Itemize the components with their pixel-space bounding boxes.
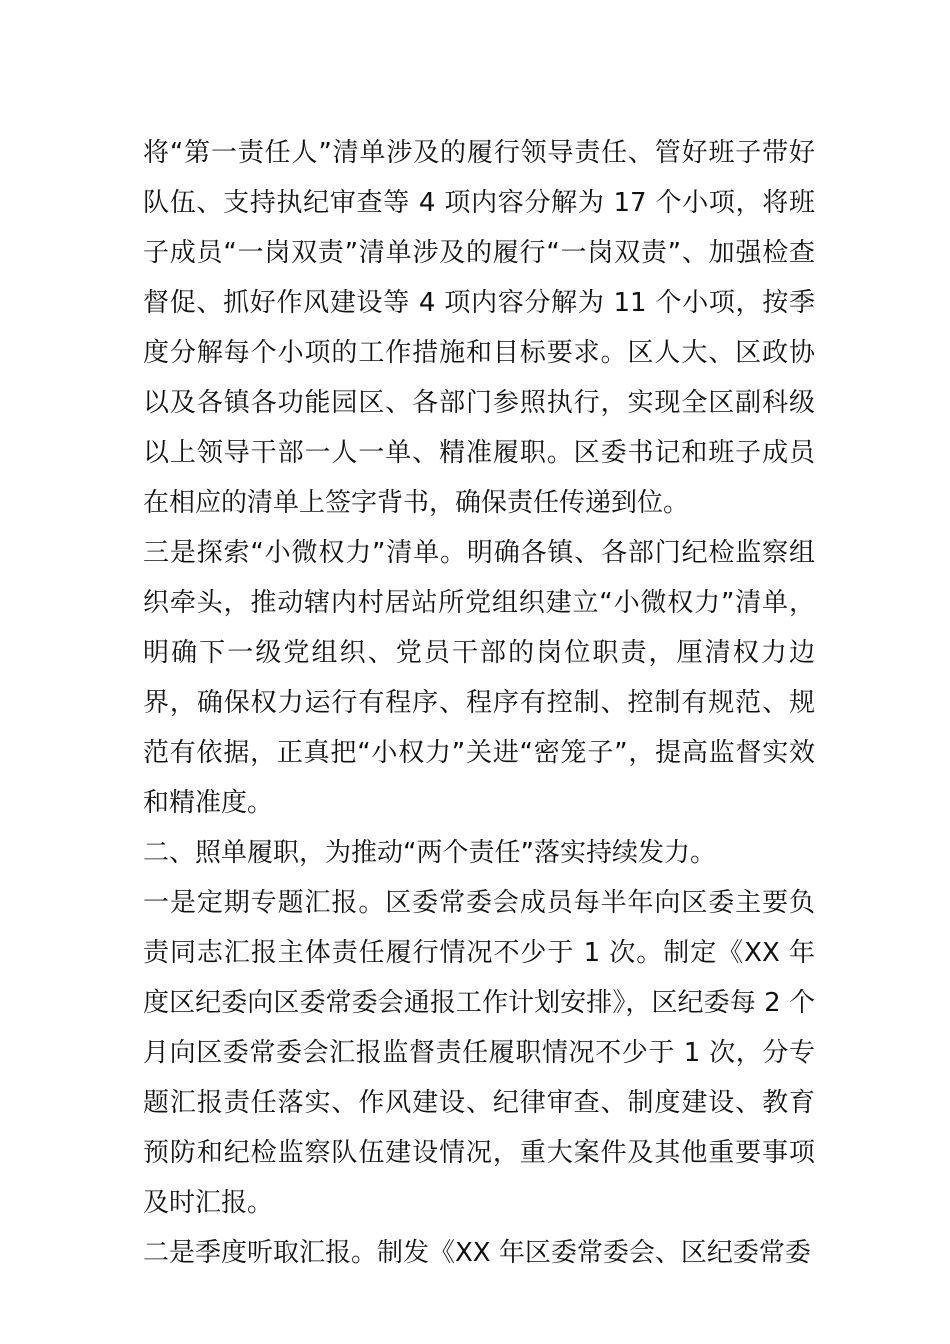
paragraph-quarterly-reporting: 二是季度听取汇报。制发《XX 年区委常委会、区纪委常委	[143, 1238, 811, 1268]
paragraph-regular-reporting: 一是定期专题汇报。区委常委会成员每半年向区委主要负责同志汇报主体责任履行情况不少于 1 次。制定《XX 年度区纪委向区委常委会通报工作计划安排》，区纪委每 2 个月向区委常委会汇报监督责任履职情况不少于 1 次，分专题汇报责任落实、作风建设、纪律审查、制度建设、教育预防和纪检监察队伍建设情况，重大案件及其他重要事项及时汇报。	[143, 888, 815, 1218]
paragraph-micro-power-list: 三是探索“小微权力”清单。明确各镇、各部门纪检监察组织牵头，推动辖内村居站所党组织建立“小微权力”清单，明确下一级党组织、党员干部的岗位职责，厘清权力边界，确保权力运行有程序、程序有控制、控制有规范、规范有依据，正真把“小权力”关进“密笼子”，提高监督实效和精准度。	[143, 538, 815, 818]
document-body	[143, 128, 815, 1278]
section-heading-duty-performance: 二、照单履职，为推动“两个责任”落实持续发力。	[143, 838, 716, 868]
paragraph-responsibility-list: 将“第一责任人”清单涉及的履行领导责任、管好班子带好队伍、支持执纪审查等 4 项内容分解为 17 个小项，将班子成员“一岗双责”清单涉及的履行“一岗双责”、加强检查督促、抓好作风建设等 4 项内容分解为 11 个小项，按季度分解每个小项的工作措施和目标要求。区人大、区政协以及各镇各功能园区、各部门参照执行，实现全区副科级以上领导干部一人一单、精准履职。区委书记和班子成员在相应的清单上签字背书，确保责任传递到位。	[143, 138, 815, 518]
